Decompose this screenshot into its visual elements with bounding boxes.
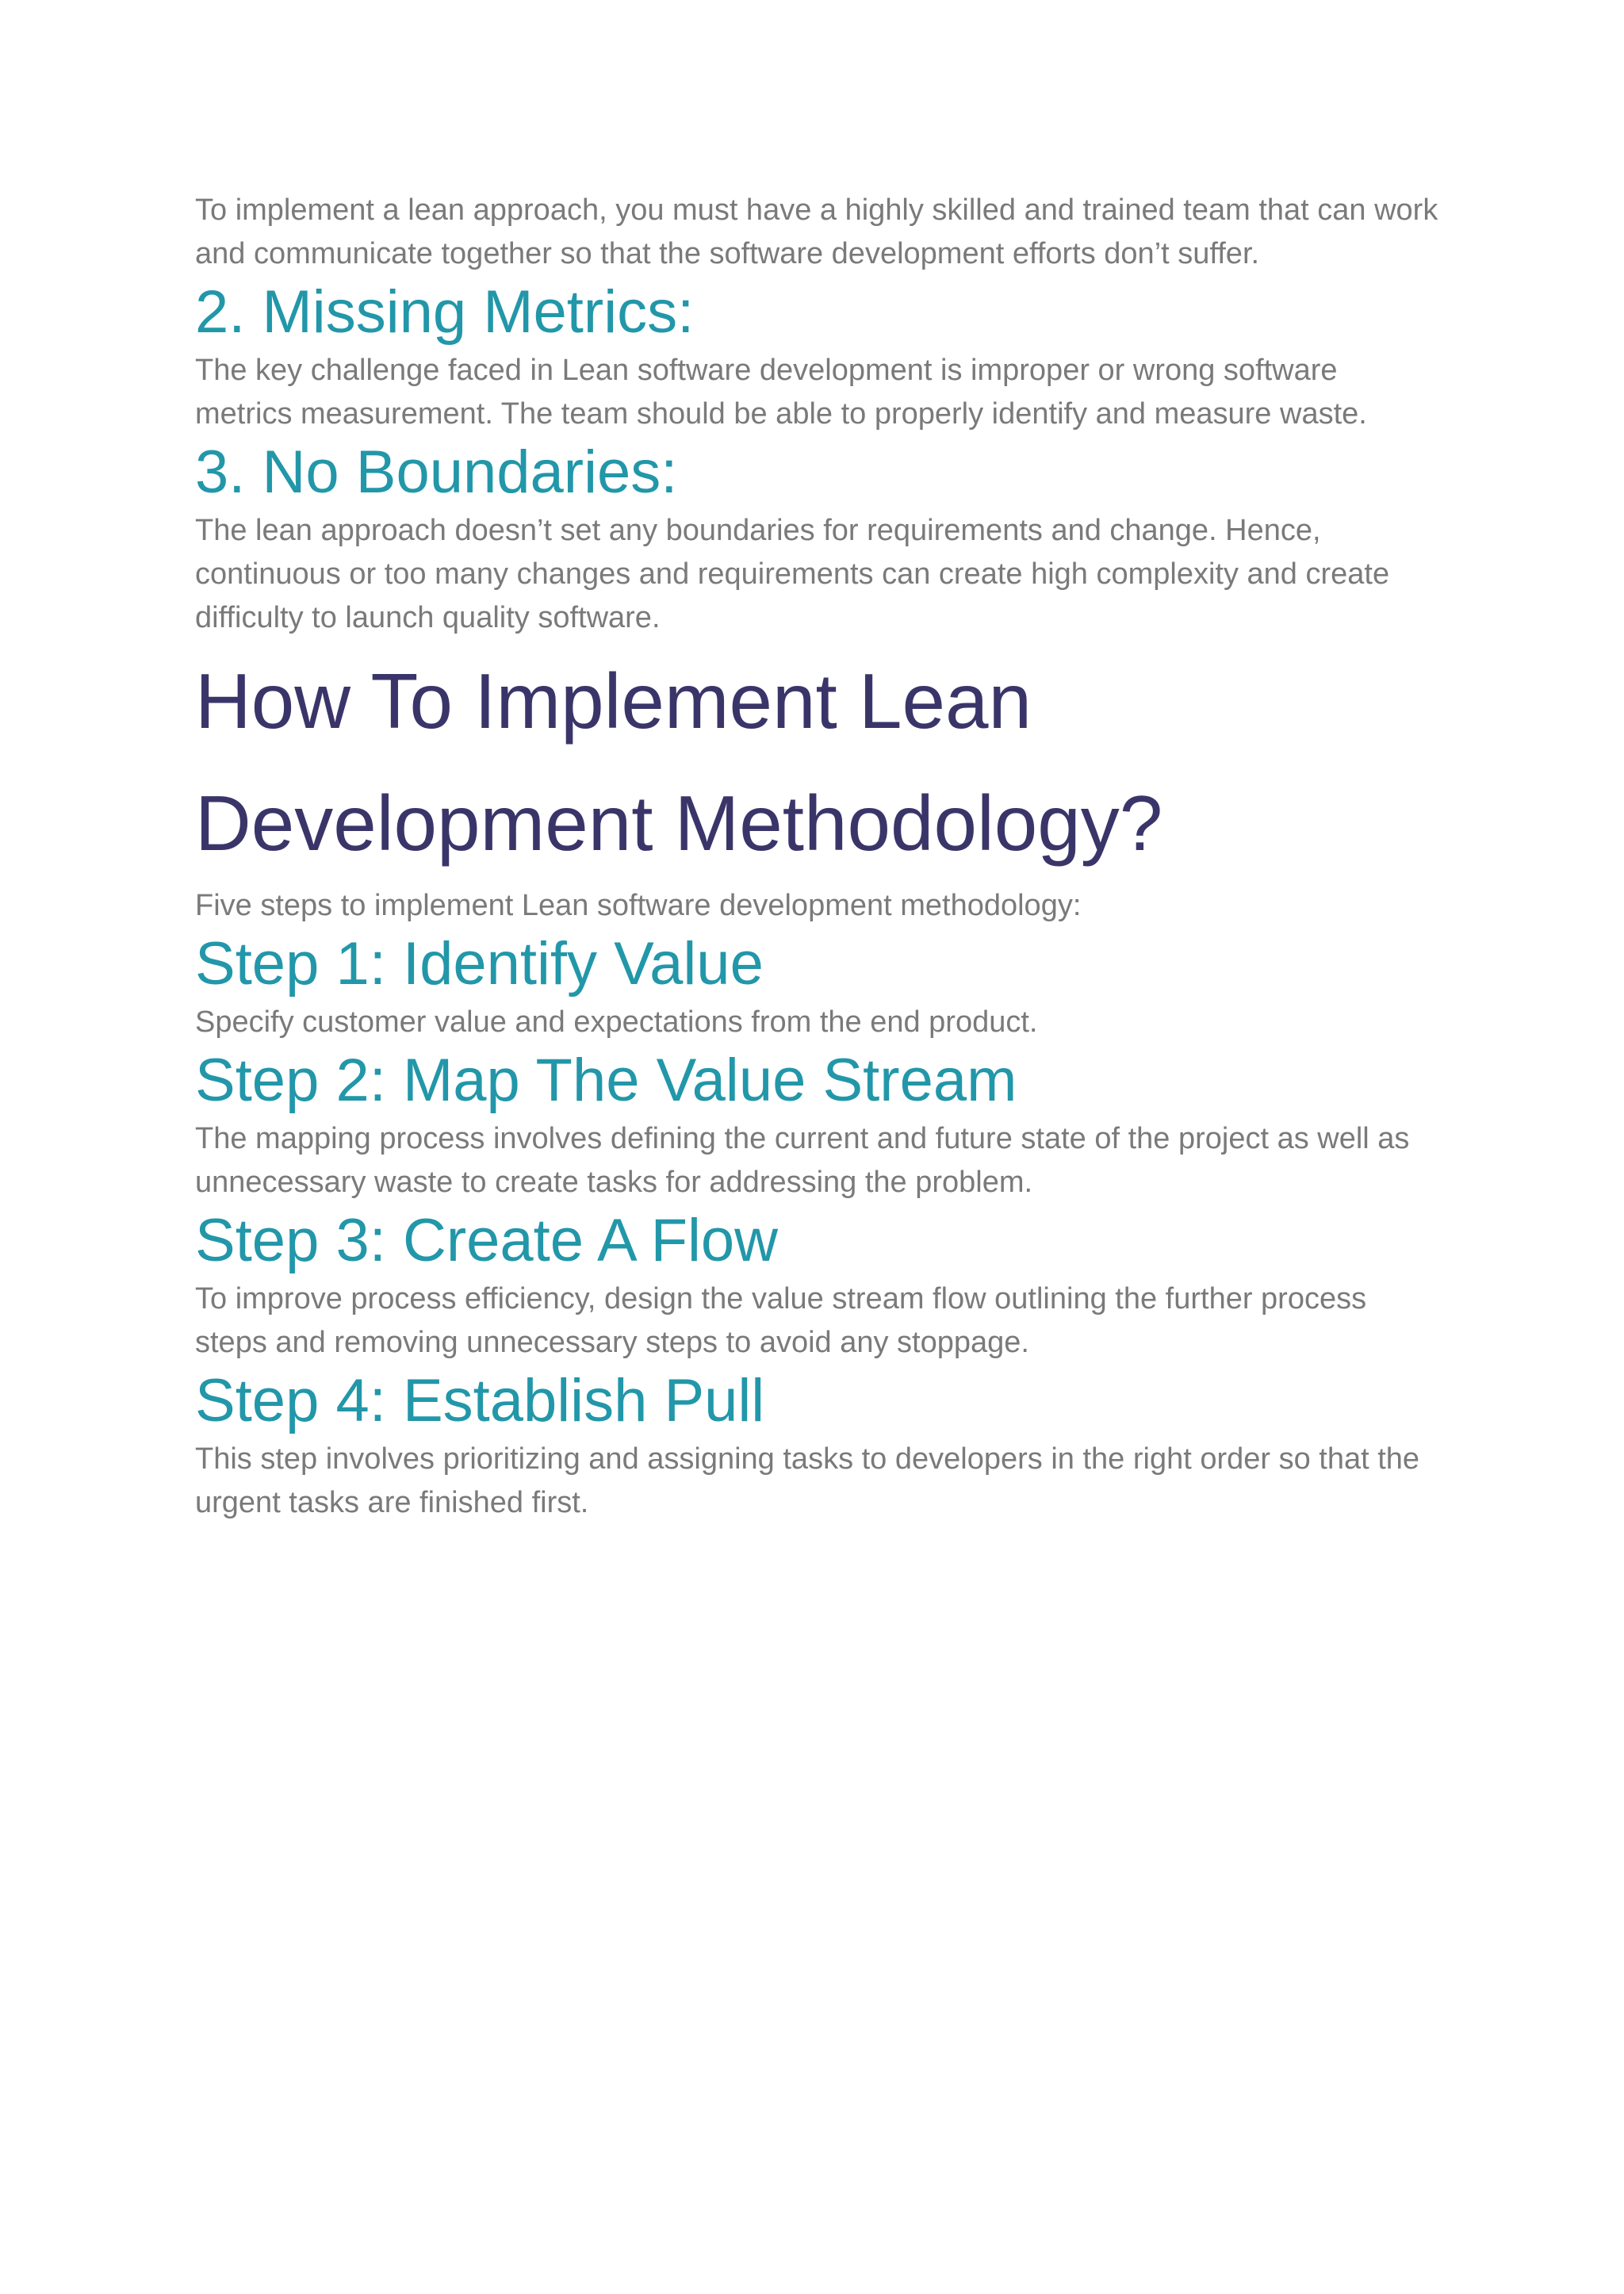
section-text-missing-metrics: The key challenge faced in Lean software development is improper or wrong software metrics measurement. The team should be able to properly identify and measure waste. [195, 354, 1367, 431]
main-heading: How To Implement Lean Development Methodology? [195, 657, 1163, 867]
document-page [195, 189, 1440, 1525]
step-4-heading: Step 4: Establish Pull [195, 1367, 765, 1434]
intro-paragraph: To implement a lean approach, you must have a highly skilled and trained team that can work and communicate together so that the software development efforts don’t suffer. [195, 193, 1438, 270]
step-3-heading: Step 3: Create A Flow [195, 1207, 779, 1274]
section-text-no-boundaries: The lean approach doesn’t set any boundaries for requirements and change. Hence, continuous or too many changes and requirements can create high complexity and create difficulty to launch quality software. [195, 514, 1390, 634]
step-1-heading: Step 1: Identify Value [195, 930, 764, 998]
section-heading-no-boundaries: 3. No Boundaries: [195, 439, 678, 506]
step-2-text: The mapping process involves defining the current and future state of the project as well as unnecessary waste to create tasks for addressing the problem. [195, 1122, 1410, 1199]
step-2-heading: Step 2: Map The Value Stream [195, 1047, 1017, 1114]
section-heading-missing-metrics: 2. Missing Metrics: [195, 278, 695, 346]
step-1-text: Specify customer value and expectations from the end product. [195, 1005, 1038, 1039]
step-3-text: To improve process efficiency, design the value stream flow outlining the further process steps and removing unnecessary steps to avoid any stoppage. [195, 1282, 1367, 1359]
main-intro: Five steps to implement Lean software development methodology: [195, 889, 1082, 922]
step-4-text: This step involves prioritizing and assigning tasks to developers in the right order so that the urgent tasks are finished first. [195, 1442, 1420, 1519]
